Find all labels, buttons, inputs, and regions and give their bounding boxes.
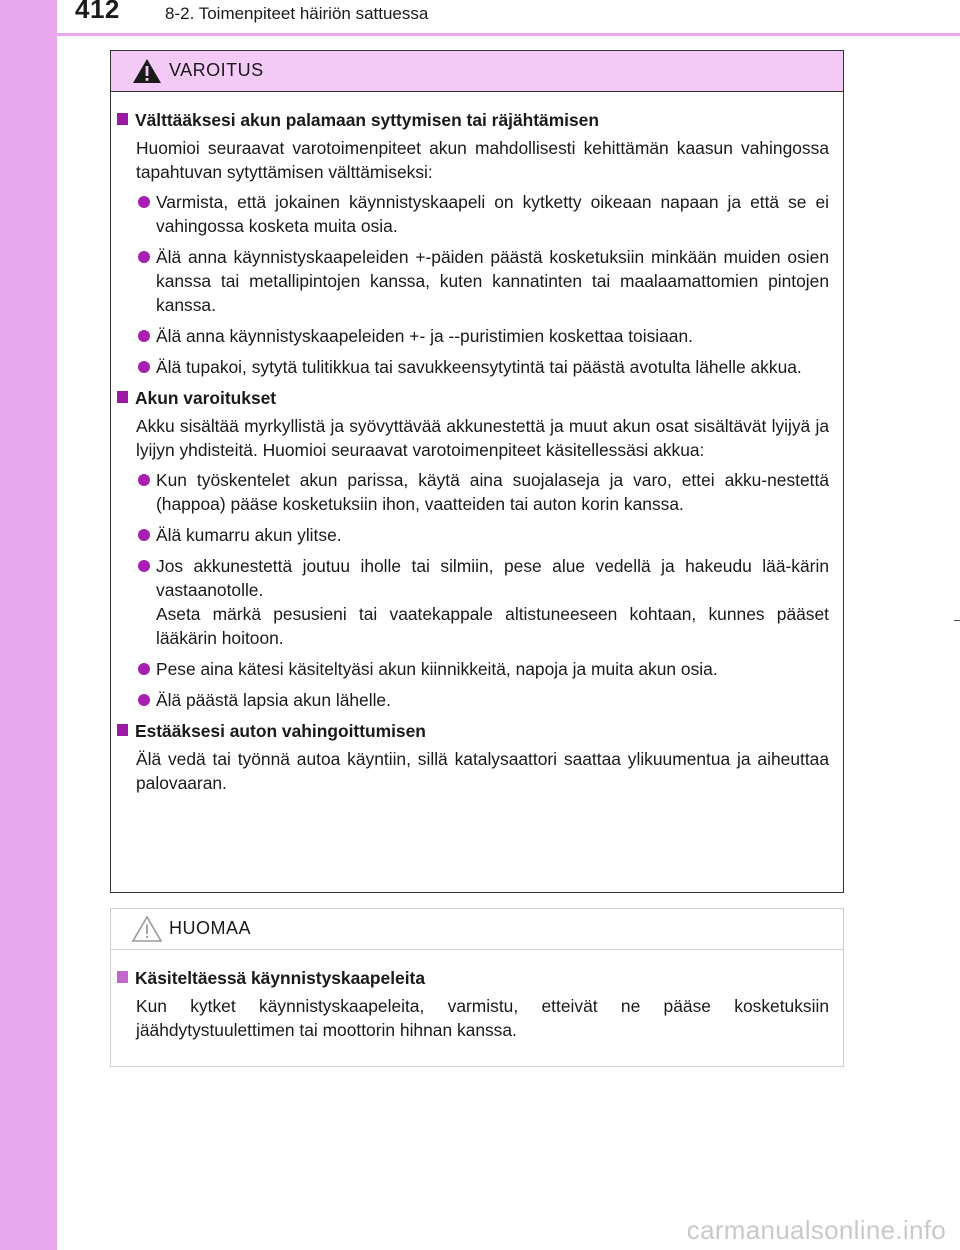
caution-triangle-outline-icon [131, 915, 163, 943]
page-side-tab [0, 0, 57, 1250]
section-heading: Akun varoitukset [111, 386, 829, 410]
bullet-dot-icon [138, 251, 150, 263]
section-intro: Älä vedä tai työnnä autoa käyntiin, sillä katalysaattori saattaa ylikuumentua ja aiheuttaa palovaaran. [136, 749, 829, 793]
list-item: Jos akkunestettä joutuu iholle tai silmiin, pese alue vedellä ja hakeudu lää-kärin vastaanotolle. Aseta märkä pesusieni tai vaatekappale altistuneeseen kohtaan, kunnes pääset lääkärin hoitoon. [111, 554, 829, 650]
bullet-dot-icon [138, 330, 150, 342]
list-item: Varmista, että jokainen käynnistyskaapeli on kytketty oikeaan napaan ja että se ei vahingossa kosketa muita osia. [111, 190, 829, 238]
list-item: Älä anna käynnistyskaapeleiden +- ja --puristimien koskettaa toisiaan. [111, 324, 829, 348]
list-item: Älä tupakoi, sytytä tulitikkua tai savukkeensytytintä tai päästä avotulta lähelle akkua. [111, 355, 829, 379]
square-bullet-icon [117, 971, 128, 983]
edge-tick [954, 620, 960, 621]
list-item: Pese aina kätesi käsiteltyäsi akun kiinnikkeitä, napoja ja muita akun osia. [111, 657, 829, 681]
list-item: Älä anna käynnistyskaapeleiden +-päiden päästä kosketuksiin minkään muiden osien kanssa tai metallipintojen kanssa, kuten kannatinten tai maalaamattomien pintojen kanssa. [111, 245, 829, 317]
list-item: Älä kumarru akun ylitse. [111, 523, 829, 547]
bullet-dot-icon [138, 361, 150, 373]
list-item: Älä päästä lapsia akun lähelle. [111, 688, 829, 712]
header-rule [0, 33, 960, 36]
bullet-dot-icon [138, 474, 150, 486]
list-item: Kun työskentelet akun parissa, käytä aina suojalaseja ja varo, ettei akku-nestettä (happoa) pääse kosketuksiin ihon, vaatteiden tai auton korin kanssa. [111, 468, 829, 516]
section-heading: Estääksesi auton vahingoittumisen [111, 719, 829, 743]
notice-content [111, 950, 843, 1042]
notice-box [110, 908, 844, 1067]
bullet-dot-icon [138, 196, 150, 208]
section-heading: Käsiteltäessä käynnistyskaapeleita [111, 966, 829, 990]
square-bullet-icon [117, 724, 128, 736]
square-bullet-icon [117, 113, 128, 125]
watermark: carmanualsonline.info [686, 1215, 946, 1245]
warning-section [111, 719, 829, 795]
bullet-dot-icon [138, 694, 150, 706]
bullet-dot-icon [138, 663, 150, 675]
warning-title: VAROITUS [169, 60, 264, 80]
warning-content [111, 92, 843, 795]
warning-section [111, 386, 829, 712]
bullet-dot-icon [138, 529, 150, 541]
warning-box-header [111, 51, 843, 92]
warning-triangle-icon [131, 57, 163, 85]
notice-text: Kun kytket käynnistyskaapeleita, varmistu, etteivät ne pääse kosketuksiin jäähdytystuulettimen tai moottorin hihnan kanssa. [136, 996, 829, 1040]
section-title: 8-2. Toimenpiteet häiriön sattuessa [165, 4, 429, 23]
bullet-dot-icon [138, 560, 150, 572]
page-number: 412 [75, 0, 120, 24]
section-intro: Huomioi seuraavat varotoimenpiteet akun mahdollisesti kehittämän kaasun vahingossa tapahtuvan sytyttämisen välttämiseksi: [136, 138, 829, 182]
notice-title: HUOMAA [169, 918, 252, 938]
square-bullet-icon [117, 391, 128, 403]
warning-section [111, 108, 829, 379]
warning-box [110, 50, 844, 893]
list-item-extra: Aseta märkä pesusieni tai vaatekappale altistuneeseen kohtaan, kunnes pääset lääkärin hoitoon. [156, 604, 829, 648]
section-heading: Välttääksesi akun palamaan syttymisen tai räjähtämisen [111, 108, 829, 132]
section-intro: Akku sisältää myrkyllistä ja syövyttävää akkunestettä ja muut akun osat sisältävät lyijyä ja lyijyn yhdisteitä. Huomioi seuraavat varotoimenpiteet käsitellessäsi akkua: [136, 416, 829, 460]
notice-box-header [111, 909, 843, 950]
